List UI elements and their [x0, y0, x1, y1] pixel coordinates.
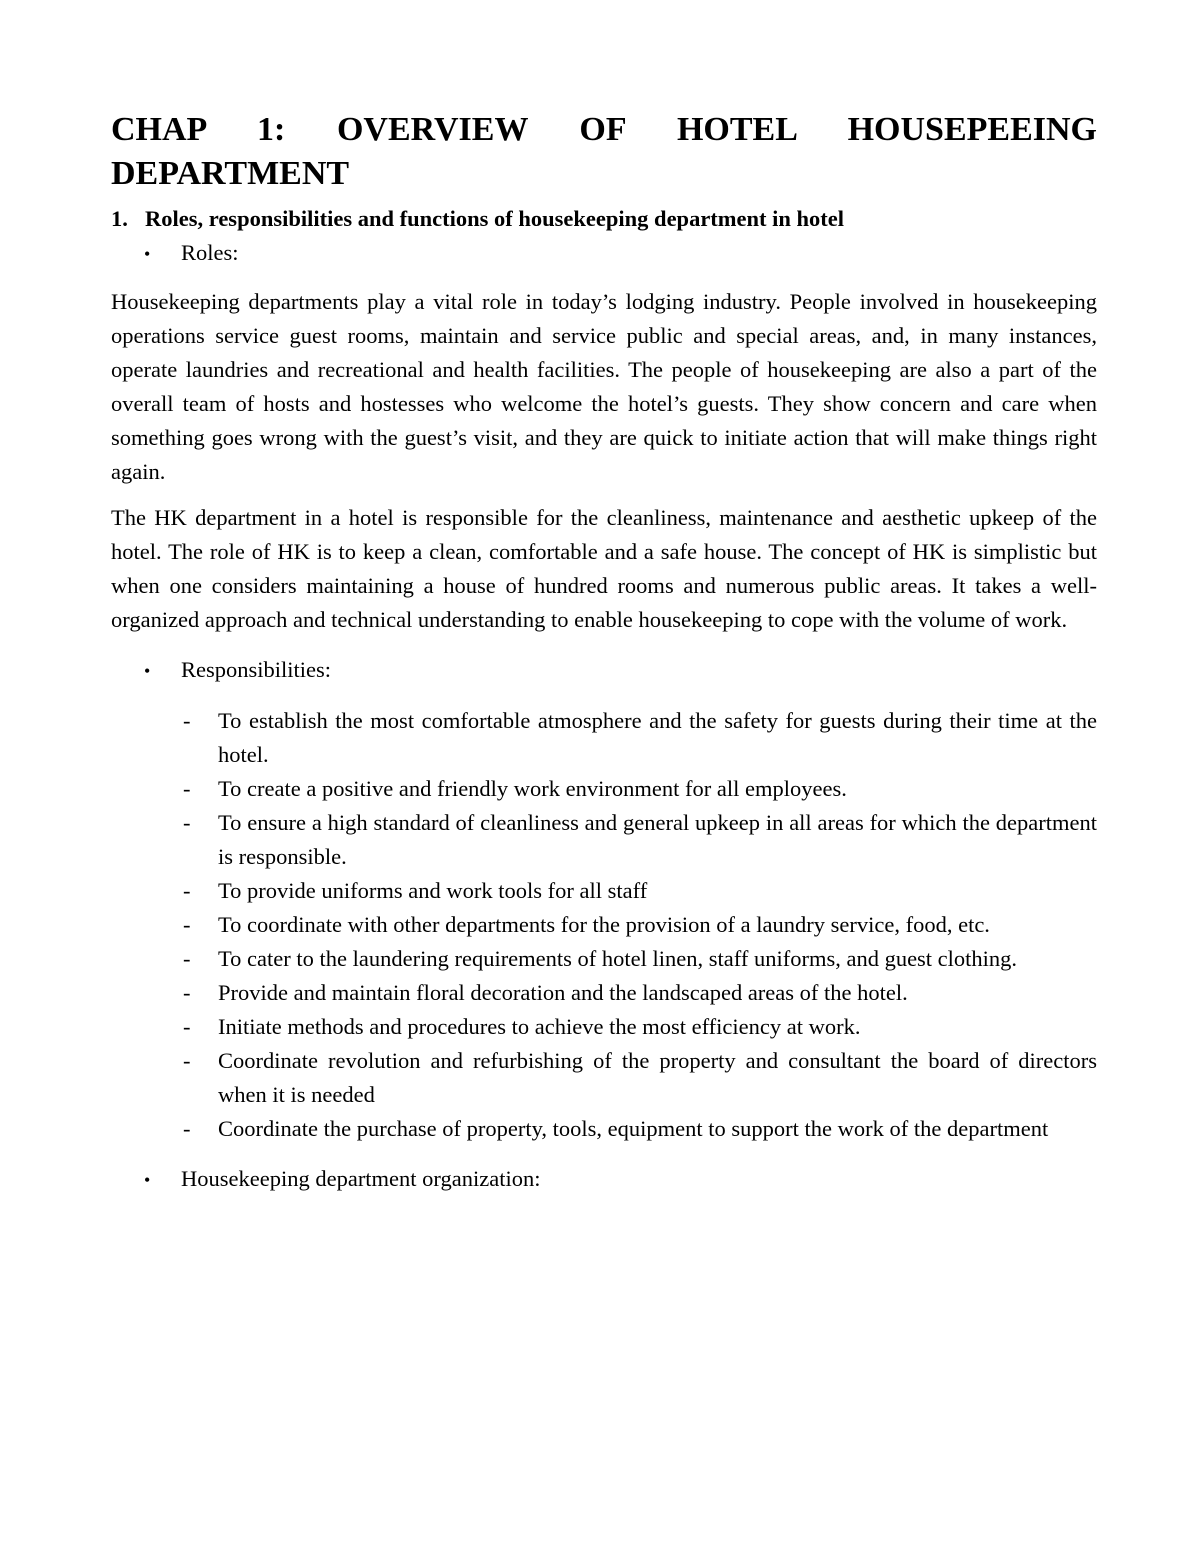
dash-marker: - [183, 946, 191, 971]
section-heading [111, 202, 1097, 236]
list-item-text: Provide and maintain floral decoration and the landscaped areas of the hotel. [218, 980, 908, 1005]
dash-marker: - [183, 776, 191, 801]
document-page [111, 108, 1097, 1197]
list-item [111, 1010, 1097, 1044]
dash-marker: - [183, 708, 191, 733]
dash-marker: - [183, 1116, 191, 1141]
list-item [111, 772, 1097, 806]
chapter-title: CHAP 1: OVERVIEW OF HOTEL HOUSEPEEING DEPARTMENT [111, 111, 1097, 192]
list-item-text: To provide uniforms and work tools for all staff [218, 878, 648, 903]
list-item [111, 942, 1097, 976]
list-item-text: To create a positive and friendly work environment for all employees. [218, 776, 847, 801]
bullet-responsibilities [111, 653, 1097, 688]
responsibilities-label: Responsibilities: [181, 657, 332, 682]
bullet-icon: • [144, 244, 151, 264]
list-item [111, 874, 1097, 908]
list-item-text: Coordinate revolution and refurbishing of the property and consultant the board of directors when it is needed [218, 1048, 1097, 1107]
section-heading-text: Roles, responsibilities and functions of housekeeping department in hotel [145, 206, 845, 231]
bullet-icon: • [144, 661, 151, 681]
responsibilities-list [111, 704, 1097, 1146]
section-number: 1. [111, 206, 128, 231]
bullet-organization [111, 1162, 1097, 1197]
list-item [111, 806, 1097, 874]
roles-paragraph-2: The HK department in a hotel is responsible for the cleanliness, maintenance and aesthetic upkeep of the hotel. The role of HK is to keep a clean, comfortable and a safe house. The concept of HK is simplistic but when one considers maintaining a house of hundred rooms and numerous public areas. It takes a well-organized approach and technical understanding to enable housekeeping to cope with the volume of work. [111, 505, 1097, 632]
list-item [111, 908, 1097, 942]
list-item [111, 1044, 1097, 1112]
list-item-text: Coordinate the purchase of property, tools, equipment to support the work of the department [218, 1116, 1049, 1141]
list-item-text: To establish the most comfortable atmosphere and the safety for guests during their time at the hotel. [218, 708, 1097, 767]
list-item-text: To ensure a high standard of cleanliness and general upkeep in all areas for which the department is responsible. [218, 810, 1097, 869]
dash-marker: - [183, 878, 191, 903]
dash-marker: - [183, 912, 191, 937]
dash-marker: - [183, 980, 191, 1005]
bullet-icon: • [144, 1170, 151, 1190]
list-item [111, 704, 1097, 772]
dash-marker: - [183, 1014, 191, 1039]
bullet-roles [111, 236, 1097, 271]
roles-paragraph-1: Housekeeping departments play a vital role in today’s lodging industry. People involved in housekeeping operations service guest rooms, maintain and service public and special areas, and, in many instances, operate laundries and recreational and health facilities. The people of housekeeping are also a part of the overall team of hosts and hostesses who welcome the hotel’s guests. They show concern and care when something goes wrong with the guest’s visit, and they are quick to initiate action that will make things right again. [111, 289, 1097, 484]
roles-label: Roles: [181, 240, 239, 265]
organization-label: Housekeeping department organization: [181, 1166, 541, 1191]
list-item-text: Initiate methods and procedures to achieve the most efficiency at work. [218, 1014, 861, 1039]
list-item-text: To coordinate with other departments for the provision of a laundry service, food, etc. [218, 912, 990, 937]
dash-marker: - [183, 1048, 191, 1073]
list-item [111, 976, 1097, 1010]
list-item [111, 1112, 1097, 1146]
dash-marker: - [183, 810, 191, 835]
list-item-text: To cater to the laundering requirements of hotel linen, staff uniforms, and guest clothing. [218, 946, 1018, 971]
